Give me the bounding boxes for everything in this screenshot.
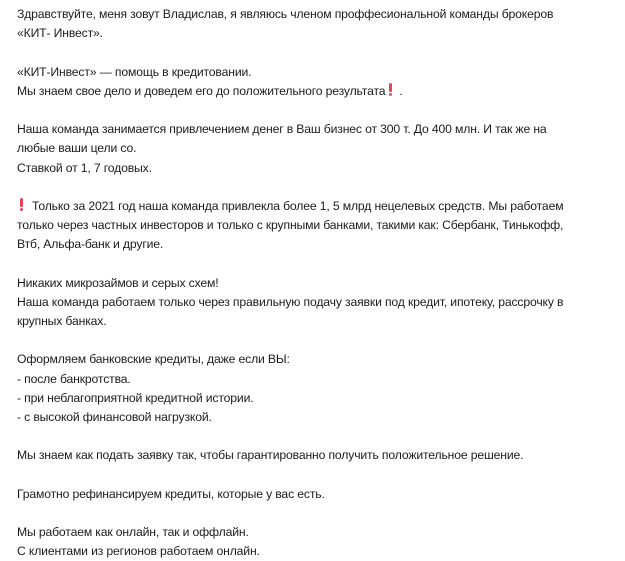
exclamation-icon: [389, 83, 393, 96]
tagline-line-2-suffix: .: [399, 83, 403, 98]
business-line-3: Ставкой от 1, 7 годовых.: [17, 160, 152, 175]
no-microloans-line-3: крупных банках.: [17, 314, 107, 328]
paragraph-business: [17, 120, 597, 178]
online-line-1: Мы работаем как онлайн, так и оффлайн.: [17, 525, 249, 540]
intro-line-1: Здравствуйте, меня зовут Владислав, я являюсь членом проффесиональной команды брокеров: [17, 7, 554, 21]
intro-line-2: «КИТ- Инвест».: [17, 26, 103, 41]
achievement-line-1: [17, 197, 597, 216]
online-line-2: С клиентами из регионов работаем онлайн.: [17, 544, 260, 559]
tagline-line-2-text: Мы знаем свое дело и доведем его до положительного результата: [17, 83, 386, 98]
paragraph-tagline: [17, 63, 597, 101]
conditions-item: - при неблагоприятной кредитной истории.: [17, 390, 254, 405]
spacer: [17, 466, 597, 485]
no-microloans-line-1: Никаких микрозаймов и серых схем!: [17, 275, 219, 290]
tagline-line-2: [17, 82, 597, 101]
exclamation-icon: [20, 198, 24, 211]
paragraph-online: [17, 523, 597, 561]
paragraph-refinance: Грамотно рефинансируем кредиты, которые у вас есть.: [17, 486, 325, 501]
achievement-line-2: только через частных инвесторов и только с крупными банками, такими как: Сбербанк, Тинькофф,: [17, 218, 564, 233]
paragraph-intro: [17, 5, 597, 43]
achievement-line-3: Втб, Альфа-банк и другие.: [17, 237, 164, 252]
spacer: [17, 504, 597, 523]
no-microloans-line-2: Наша команда работаем только через правильную подачу заявки под кредит, ипотеку, рассрочку в: [17, 294, 564, 309]
paragraph-achievement: [17, 197, 597, 255]
paragraph-no-microloans: [17, 274, 597, 332]
conditions-heading: Оформляем банковские кредиты, даже если ВЫ:: [17, 352, 290, 367]
spacer: [17, 101, 597, 120]
conditions-item: - после банкротства.: [17, 371, 131, 386]
post-text: [17, 5, 597, 561]
conditions-item: - с высокой финансовой нагрузкой.: [17, 409, 212, 424]
business-line-1: Наша команда занимается привлечением денег в Ваш бизнес от 300 т. До 400 млн. И так же на: [17, 122, 547, 137]
spacer: [17, 43, 597, 62]
spacer: [17, 178, 597, 197]
paragraph-guarantee: Мы знаем как подать заявку так, чтобы гарантированно получить положительное решение.: [17, 448, 524, 463]
spacer: [17, 331, 597, 350]
paragraph-conditions: [17, 350, 597, 427]
tagline-line-1: «КИТ-Инвест» — помощь в кредитовании.: [17, 64, 252, 79]
spacer: [17, 427, 597, 446]
business-line-2: любые ваши цели со.: [17, 141, 137, 156]
achievement-line-1-text: Только за 2021 год наша команда привлекла более 1, 5 млрд нецелевых средств. Мы работаем: [32, 198, 564, 213]
spacer: [17, 254, 597, 273]
